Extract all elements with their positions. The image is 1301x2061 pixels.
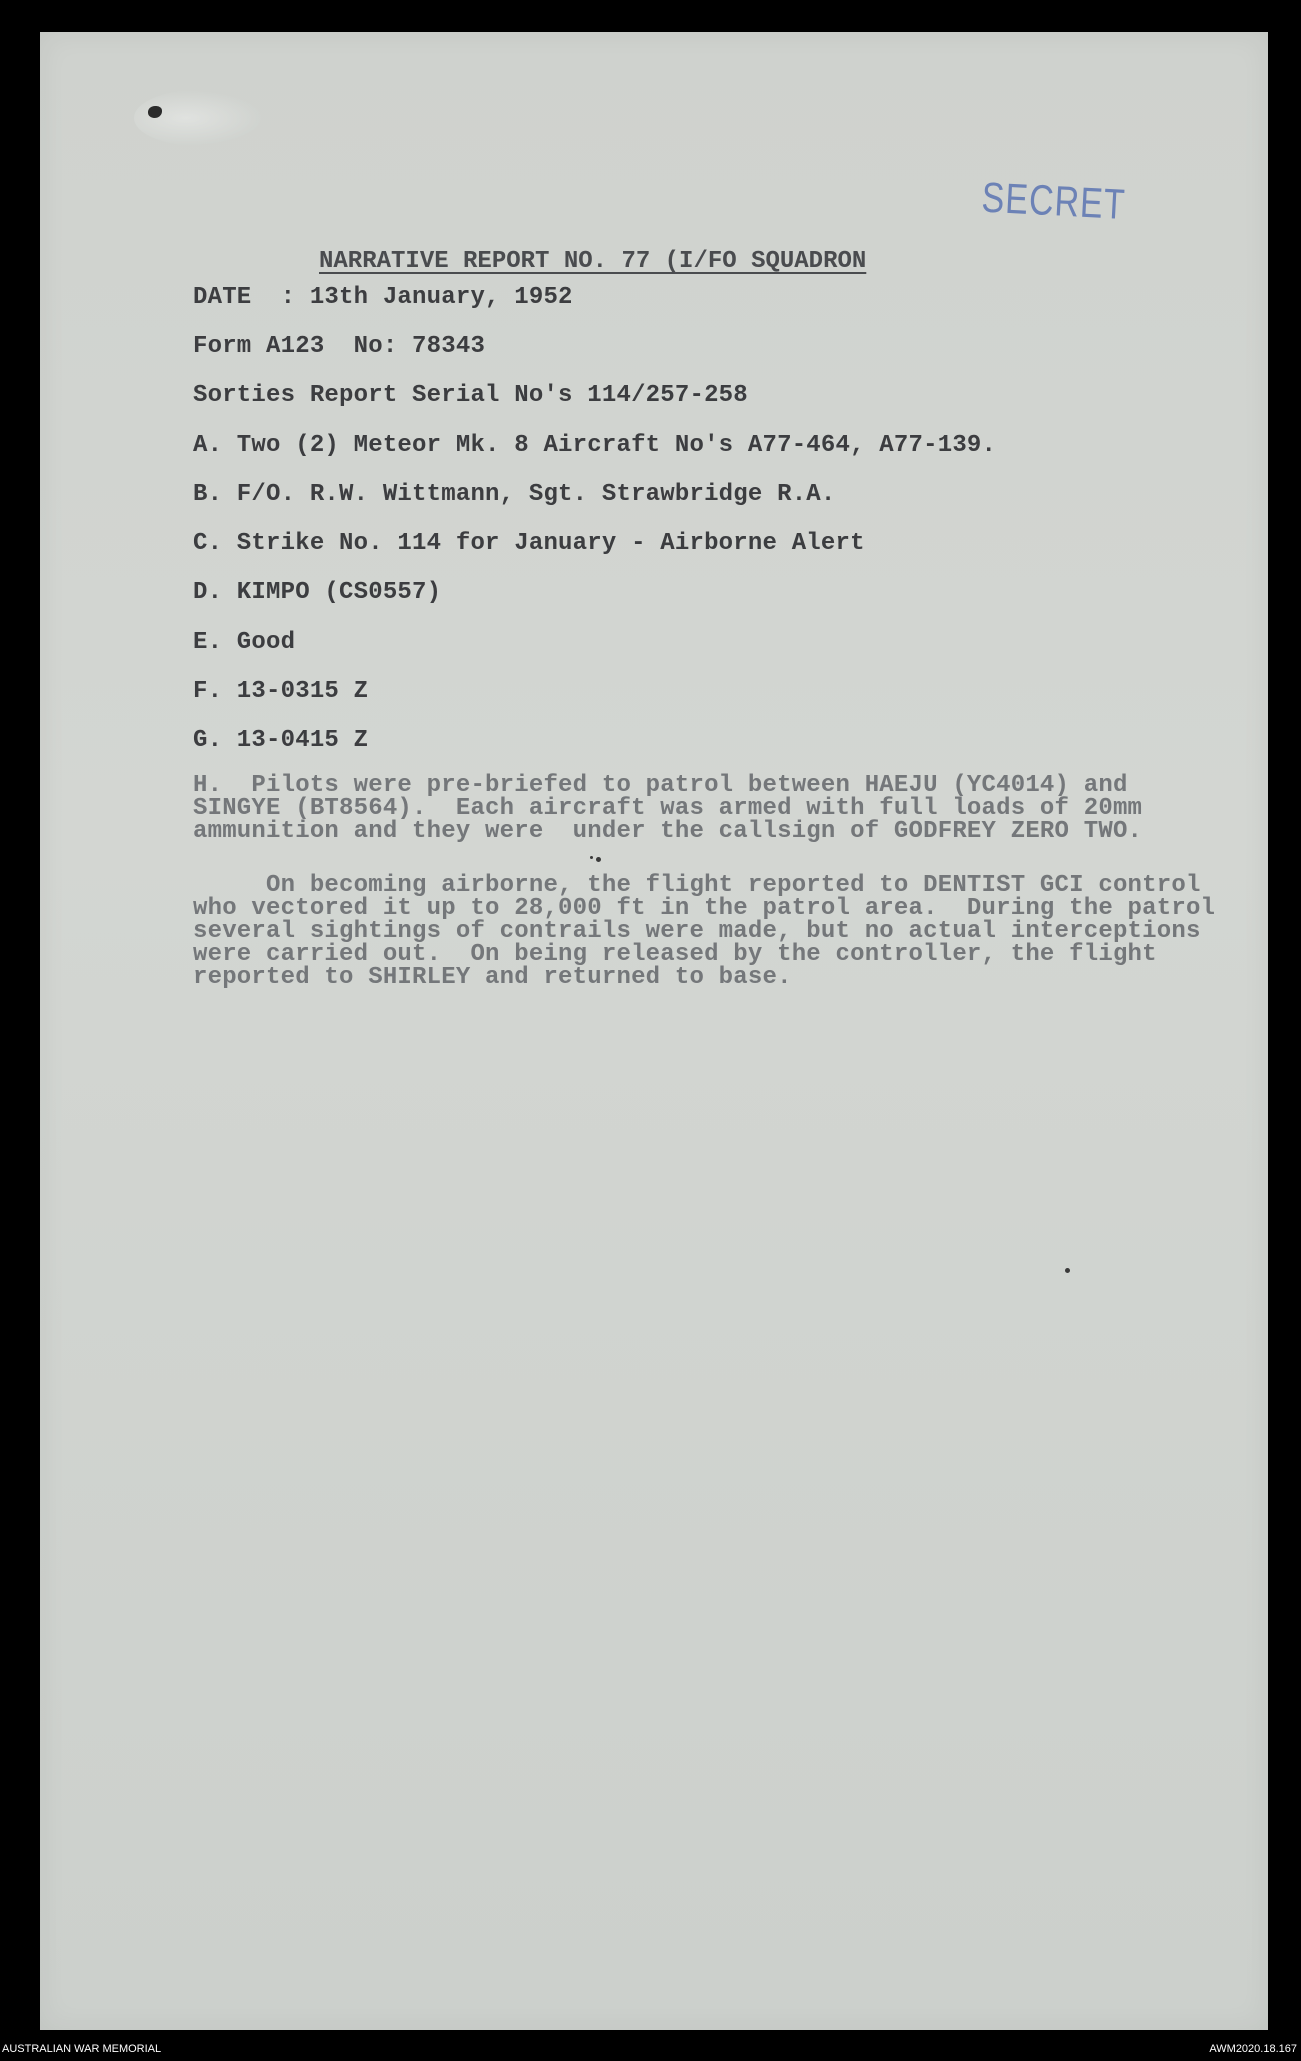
paper-stain <box>134 90 264 146</box>
footer-accession-number: AWM2020.18.167 <box>1209 2043 1297 2055</box>
footer-institution: AUSTRALIAN WAR MEMORIAL <box>2 2043 162 2055</box>
item-b: B. F/O. R.W. Wittmann, Sgt. Strawbridge R.A. <box>193 481 836 508</box>
item-a: A. Two (2) Meteor Mk. 8 Aircraft No's A77-464, A77-139. <box>193 432 997 459</box>
speck <box>596 857 601 862</box>
paragraph-2-line: reported to SHIRLEY and returned to base. <box>193 964 792 991</box>
paragraph-2-line: who vectored it up to 28,000 ft in the patrol area. During the patrol <box>193 895 1216 922</box>
paragraph-2-line: On becoming airborne, the flight reported to DENTIST GCI control <box>193 872 1201 899</box>
date-line: DATE : 13th January, 1952 <box>193 284 573 311</box>
item-d: D. KIMPO (CS0557) <box>193 579 442 606</box>
paragraph-2-line: were carried out. On being released by the controller, the flight <box>193 941 1157 968</box>
sorties-line: Sorties Report Serial No's 114/257-258 <box>193 382 748 409</box>
item-c: C. Strike No. 114 for January - Airborne Alert <box>193 530 865 557</box>
form-line: Form A123 No: 78343 <box>193 333 486 360</box>
document-page <box>40 32 1268 2030</box>
paragraph-h-line: H. Pilots were pre-briefed to patrol between HAEJU (YC4014) and <box>193 772 1128 799</box>
paragraph-2-line: several sightings of contrails were made, but no actual interceptions <box>193 918 1201 945</box>
item-f: F. 13-0315 Z <box>193 678 369 705</box>
report-title: NARRATIVE REPORT NO. 77 (I/FO SQUADRON <box>319 248 867 275</box>
item-g: G. 13-0415 Z <box>193 727 369 754</box>
paragraph-h-line: SINGYE (BT8564). Each aircraft was armed with full loads of 20mm <box>193 795 1143 822</box>
secret-stamp: SECRET <box>980 174 1127 229</box>
speck <box>1065 1268 1070 1273</box>
paragraph-h-line: ammunition and they were under the callsign of GODFREY ZERO TWO. <box>193 818 1143 845</box>
item-e: E. Good <box>193 629 296 656</box>
speck <box>590 856 593 859</box>
